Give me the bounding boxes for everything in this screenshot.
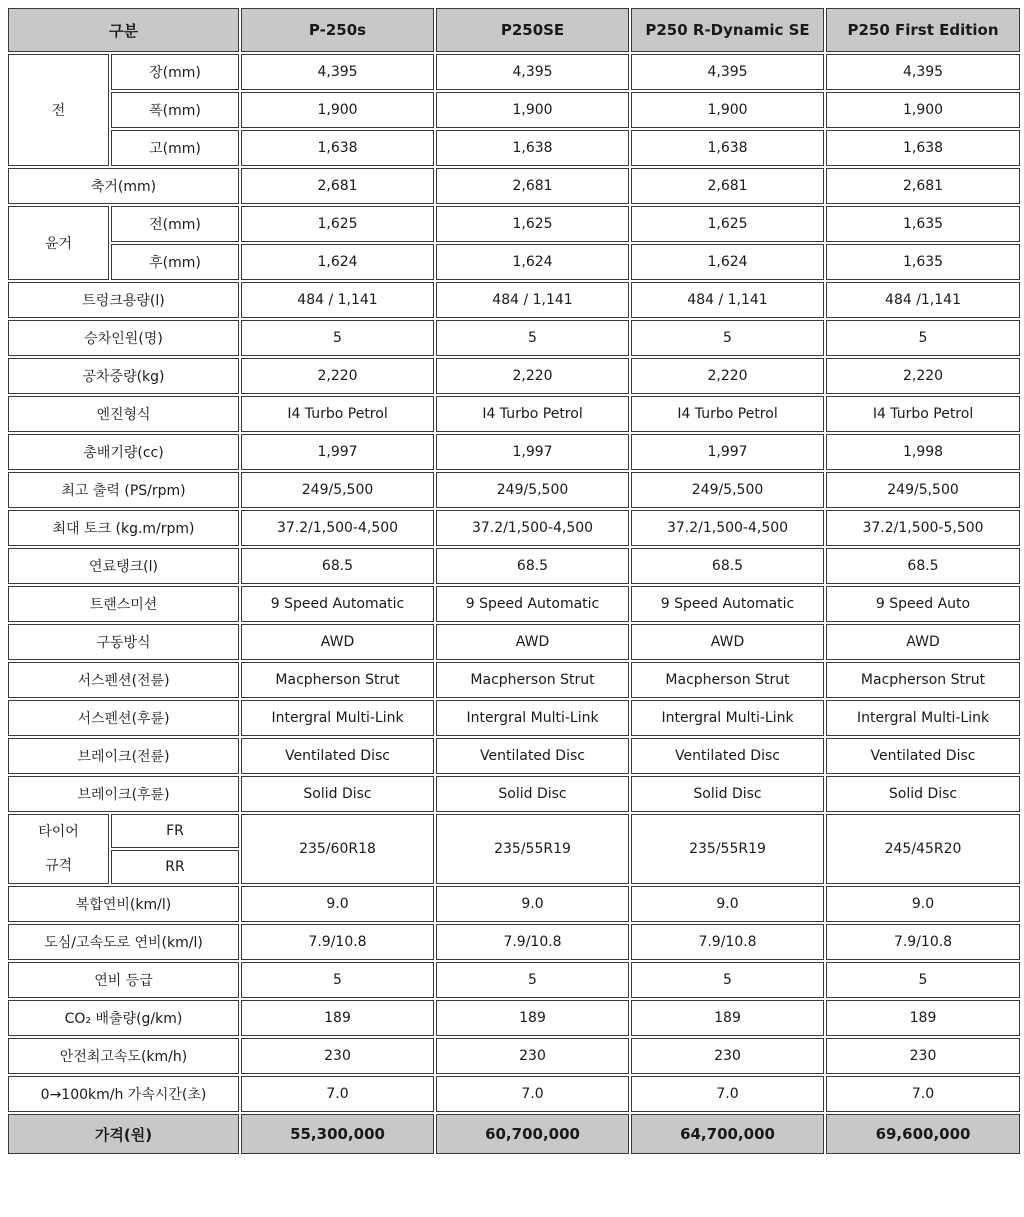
row-label: 연비 등급 [8,962,239,998]
cell-value: 1,997 [241,434,434,470]
table-row [8,92,1020,128]
header-model: P-250s [241,8,434,52]
cell-value: 230 [436,1038,629,1074]
cell-value: I4 Turbo Petrol [241,396,434,432]
cell-value: 230 [826,1038,1020,1074]
cell-value: I4 Turbo Petrol [436,396,629,432]
row-label: 서스펜션(후륜) [8,700,239,736]
row-label: 트랜스미션 [8,586,239,622]
row-label: 장(mm) [111,54,239,90]
cell-value: 249/5,500 [241,472,434,508]
cell-value: 1,624 [631,244,824,280]
header-row [8,8,1020,52]
row-label: 승차인원(명) [8,320,239,356]
cell-value: Ventilated Disc [241,738,434,774]
cell-value: 7.9/10.8 [826,924,1020,960]
cell-value: 7.0 [241,1076,434,1112]
cell-value: 1,900 [436,92,629,128]
cell-value: Intergral Multi-Link [241,700,434,736]
cell-value: 249/5,500 [631,472,824,508]
cell-value: 7.0 [436,1076,629,1112]
cell-value: 37.2/1,500-4,500 [241,510,434,546]
cell-value: 7.0 [826,1076,1020,1112]
table-row [8,1000,1020,1036]
cell-value: 68.5 [826,548,1020,584]
row-label: 구동방식 [8,624,239,660]
cell-value: 1,625 [241,206,434,242]
cell-value: 1,900 [826,92,1020,128]
cell-value: 7.9/10.8 [631,924,824,960]
cell-value: 484 /1,141 [826,282,1020,318]
row-label: 0→100km/h 가속시간(초) [8,1076,239,1112]
cell-value: Intergral Multi-Link [826,700,1020,736]
row-label: 서스펜션(전륜) [8,662,239,698]
table-row [8,396,1020,432]
cell-value: I4 Turbo Petrol [826,396,1020,432]
cell-value: 1,638 [436,130,629,166]
group-label-tire-top: 타이어 [38,824,79,840]
cell-value: Ventilated Disc [826,738,1020,774]
cell-value: 9.0 [436,886,629,922]
cell-value: 1,638 [826,130,1020,166]
row-label: 축거(mm) [8,168,239,204]
table-row [8,472,1020,508]
group-label-tread: 윤거 [8,206,109,280]
cell-value: 1,624 [241,244,434,280]
cell-value: 484 / 1,141 [436,282,629,318]
cell-value: 9.0 [826,886,1020,922]
group-label-overall: 전 [8,54,109,166]
cell-value: 37.2/1,500-4,500 [436,510,629,546]
table-row [8,548,1020,584]
row-label: 최고 출력 (PS/rpm) [8,472,239,508]
cell-value: 9 Speed Auto [826,586,1020,622]
row-label: CO₂ 배출량(g/km) [8,1000,239,1036]
price-value: 69,600,000 [826,1114,1020,1154]
cell-value: 1,997 [631,434,824,470]
cell-value: 1,998 [826,434,1020,470]
cell-value: Intergral Multi-Link [436,700,629,736]
cell-value: 235/55R19 [436,814,629,884]
cell-value: 68.5 [436,548,629,584]
cell-value: 5 [241,320,434,356]
table-row [8,886,1020,922]
header-model: P250 First Edition [826,8,1020,52]
table-row [8,320,1020,356]
cell-value: 1,900 [241,92,434,128]
row-label: 브레이크(후륜) [8,776,239,812]
table-row [8,434,1020,470]
row-label: 폭(mm) [111,92,239,128]
row-label: 고(mm) [111,130,239,166]
row-label: 최대 토크 (kg.m/rpm) [8,510,239,546]
cell-value: AWD [436,624,629,660]
row-label: 복합연비(km/l) [8,886,239,922]
table-row [8,624,1020,660]
table-row [8,924,1020,960]
cell-value: 9.0 [241,886,434,922]
cell-value: 1,625 [631,206,824,242]
cell-value: Macpherson Strut [436,662,629,698]
cell-value: 1,638 [241,130,434,166]
cell-value: 4,395 [631,54,824,90]
cell-value: 1,635 [826,206,1020,242]
cell-value: 4,395 [826,54,1020,90]
cell-value: 9 Speed Automatic [631,586,824,622]
cell-value: AWD [241,624,434,660]
row-label: 총배기량(cc) [8,434,239,470]
cell-value: 1,635 [826,244,1020,280]
row-label: 연료탱크(l) [8,548,239,584]
cell-value: 1,638 [631,130,824,166]
table-row [8,282,1020,318]
table-row [8,1038,1020,1074]
cell-value: 189 [631,1000,824,1036]
cell-value: 1,997 [436,434,629,470]
cell-value: 5 [436,320,629,356]
cell-value: 5 [631,962,824,998]
cell-value: Macpherson Strut [826,662,1020,698]
cell-value: 5 [826,320,1020,356]
cell-value: 2,220 [631,358,824,394]
cell-value: 68.5 [631,548,824,584]
row-label: 가격(원) [8,1114,239,1154]
table-row [8,700,1020,736]
cell-value: 2,681 [436,168,629,204]
row-label: FR [111,814,239,848]
cell-value: 5 [631,320,824,356]
table-row [8,776,1020,812]
cell-value: 249/5,500 [436,472,629,508]
cell-value: 68.5 [241,548,434,584]
cell-value: 5 [436,962,629,998]
cell-value: Macpherson Strut [631,662,824,698]
table-row [8,586,1020,622]
table-row [8,510,1020,546]
cell-value: 1,625 [436,206,629,242]
header-category: 구분 [8,8,239,52]
row-label: 공차중량(kg) [8,358,239,394]
tire-group-label-stack [9,815,108,883]
cell-value: Solid Disc [826,776,1020,812]
cell-value: 2,681 [241,168,434,204]
cell-value: 5 [826,962,1020,998]
cell-value: Solid Disc [241,776,434,812]
row-label: 전(mm) [111,206,239,242]
cell-value: 1,900 [631,92,824,128]
header-model: P250 R-Dynamic SE [631,8,824,52]
cell-value: 2,681 [631,168,824,204]
cell-value: 484 / 1,141 [631,282,824,318]
cell-value: 4,395 [436,54,629,90]
group-label-tire [8,814,109,884]
cell-value: Solid Disc [436,776,629,812]
cell-value: AWD [826,624,1020,660]
cell-value: 7.9/10.8 [436,924,629,960]
table-row [8,962,1020,998]
cell-value: 249/5,500 [826,472,1020,508]
cell-value: 37.2/1,500-4,500 [631,510,824,546]
cell-value: 2,220 [826,358,1020,394]
cell-value: 5 [241,962,434,998]
price-value: 60,700,000 [436,1114,629,1154]
row-label: 트렁크용량(l) [8,282,239,318]
table-row [8,130,1020,166]
cell-value: 2,220 [436,358,629,394]
cell-value: 2,220 [241,358,434,394]
spec-table [6,6,1022,1156]
group-label-tire-bottom: 규격 [44,858,73,874]
cell-value: 235/55R19 [631,814,824,884]
row-label: 엔진형식 [8,396,239,432]
table-row [8,206,1020,242]
cell-value: AWD [631,624,824,660]
cell-value: 7.9/10.8 [241,924,434,960]
cell-value: 9 Speed Automatic [241,586,434,622]
table-row [8,662,1020,698]
table-row [8,358,1020,394]
row-label: 안전최고속도(km/h) [8,1038,239,1074]
cell-value: 1,624 [436,244,629,280]
cell-value: Ventilated Disc [631,738,824,774]
cell-value: Macpherson Strut [241,662,434,698]
row-label: 도심/고속도로 연비(km/l) [8,924,239,960]
cell-value: 235/60R18 [241,814,434,884]
cell-value: Intergral Multi-Link [631,700,824,736]
cell-value: 230 [631,1038,824,1074]
cell-value: 2,681 [826,168,1020,204]
cell-value: Ventilated Disc [436,738,629,774]
table-row [8,814,1020,848]
table-row [8,244,1020,280]
cell-value: 189 [826,1000,1020,1036]
row-label: RR [111,850,239,884]
table-row [8,738,1020,774]
cell-value: 230 [241,1038,434,1074]
row-label: 브레이크(전륜) [8,738,239,774]
cell-value: 484 / 1,141 [241,282,434,318]
price-row [8,1114,1020,1154]
cell-value: 189 [436,1000,629,1036]
cell-value: 9 Speed Automatic [436,586,629,622]
cell-value: 7.0 [631,1076,824,1112]
cell-value: 37.2/1,500-5,500 [826,510,1020,546]
table-row [8,1076,1020,1112]
price-value: 55,300,000 [241,1114,434,1154]
cell-value: 189 [241,1000,434,1036]
header-model: P250SE [436,8,629,52]
table-row [8,168,1020,204]
cell-value: Solid Disc [631,776,824,812]
row-label: 후(mm) [111,244,239,280]
price-value: 64,700,000 [631,1114,824,1154]
cell-value: 4,395 [241,54,434,90]
cell-value: 9.0 [631,886,824,922]
cell-value: I4 Turbo Petrol [631,396,824,432]
cell-value: 245/45R20 [826,814,1020,884]
table-row [8,54,1020,90]
